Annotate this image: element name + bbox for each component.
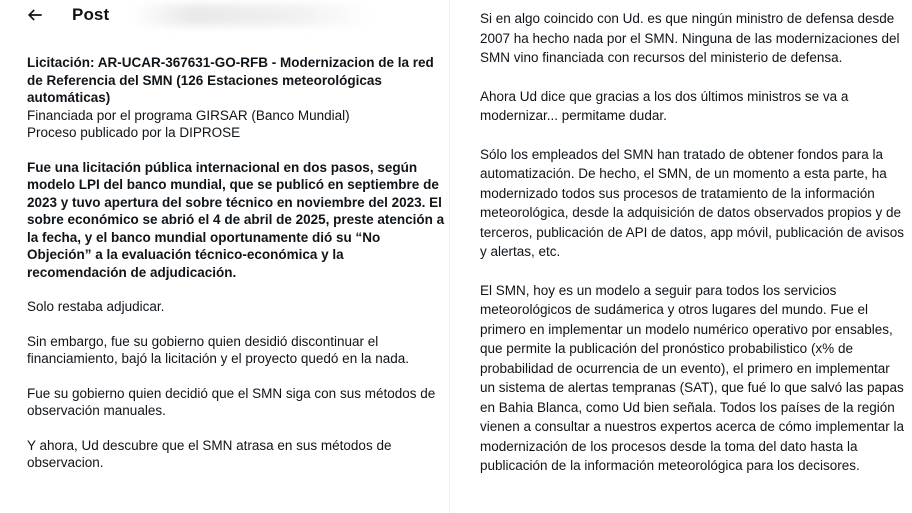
post-paragraph-4: Sin embargo, fue su gobierno quien desidió discontinuar el financiamiento, bajó la licitación y el proyecto quedó en la nada.: [27, 333, 409, 366]
reply-text: [480, 9, 904, 495]
post-paragraph-5: Fue su gobierno quien decidió que el SMN siga con sus métodos de observación manuales.: [27, 385, 436, 418]
reply-paragraph-1: Si en algo coincido con Ud. es que ningún ministro de defensa desde 2007 ha hecho nada por el SMN. Ninguna de las modernizaciones del SMN vino financiada con recursos del ministerio de defensa.: [480, 11, 900, 65]
post-paragraph-2: Fue una licitación pública internacional en dos pasos, según modelo LPI del banco mundial, que se publicó en septiembre de 2023 y tuvo apertura del sobre técnico en noviembre del 2023. El sobre económico se abrió el 4 de abril de 2025, preste atención a la fecha, y el banco mundial oportunamente dió su “No Objeción” a la evaluación técnico-económica y la recomendación de adjudicación.: [27, 159, 445, 280]
reply-paragraph-4: El SMN, hoy es un modelo a seguir para todos los servicios meteorológicos de sudámerica y otros lugares del mundo. Fue el primero en implementar un modelo numérico operativo por ensables, que permite la publicación del pronóstico probabilistico (x% de probabilidad de ocurrencia de un evento), el primero en implementar un sistema de alertas tempranas (SAT), que fué lo que salvó las papas en Bahia Blanca, como Ud bien señala. Todos los países de la región vienen a consultar a nuestros expertos acerca de cómo implementar la modernización de los procesos desde la toma del dato hasta la publicación de la información meteorológica para los decisores.: [480, 282, 904, 473]
page-title: Post: [72, 5, 110, 24]
post-paragraph-3: Solo restaba adjudicar.: [27, 299, 165, 314]
post-paragraph-6: Y ahora, Ud descubre que el SMN atrasa en sus métodos de observacion.: [27, 437, 392, 470]
post-text: [27, 54, 447, 489]
blurred-area: [132, 4, 372, 26]
reply-column: [458, 0, 912, 513]
published-by-line: Proceso publicado por la DIPROSE: [27, 125, 241, 140]
arrow-left-icon: [25, 5, 45, 25]
financing-line: Financiada por el programa GIRSAR (Banco Mundial): [27, 107, 350, 123]
reply-paragraph-3: Sólo los empleados del SMN han tratado de obtener fondos para la automatización. De hecho, el SMN, de un momento a esta parte, ha modernizado todos sus procesos de tratamiento de la información meteorológica, desde la adquisición de datos observados propios y de terceros, publicación de API de datos, app móvil, publicación de avisos y alertas, etc.: [480, 146, 904, 259]
post-header: [0, 0, 450, 30]
reply-paragraph-2: Ahora Ud dice que gracias a los dos últimos ministros se va a modernizar... permitame dudar.: [480, 88, 849, 123]
post-paragraph-1: [27, 54, 447, 142]
tender-title: Licitación: AR-UCAR-367631-GO-RFB - Modernizacion de la red de Referencia del SMN (126 Estaciones meteorológicas automáticas): [27, 55, 434, 105]
back-button[interactable]: [24, 4, 46, 26]
post-column: [0, 0, 450, 513]
